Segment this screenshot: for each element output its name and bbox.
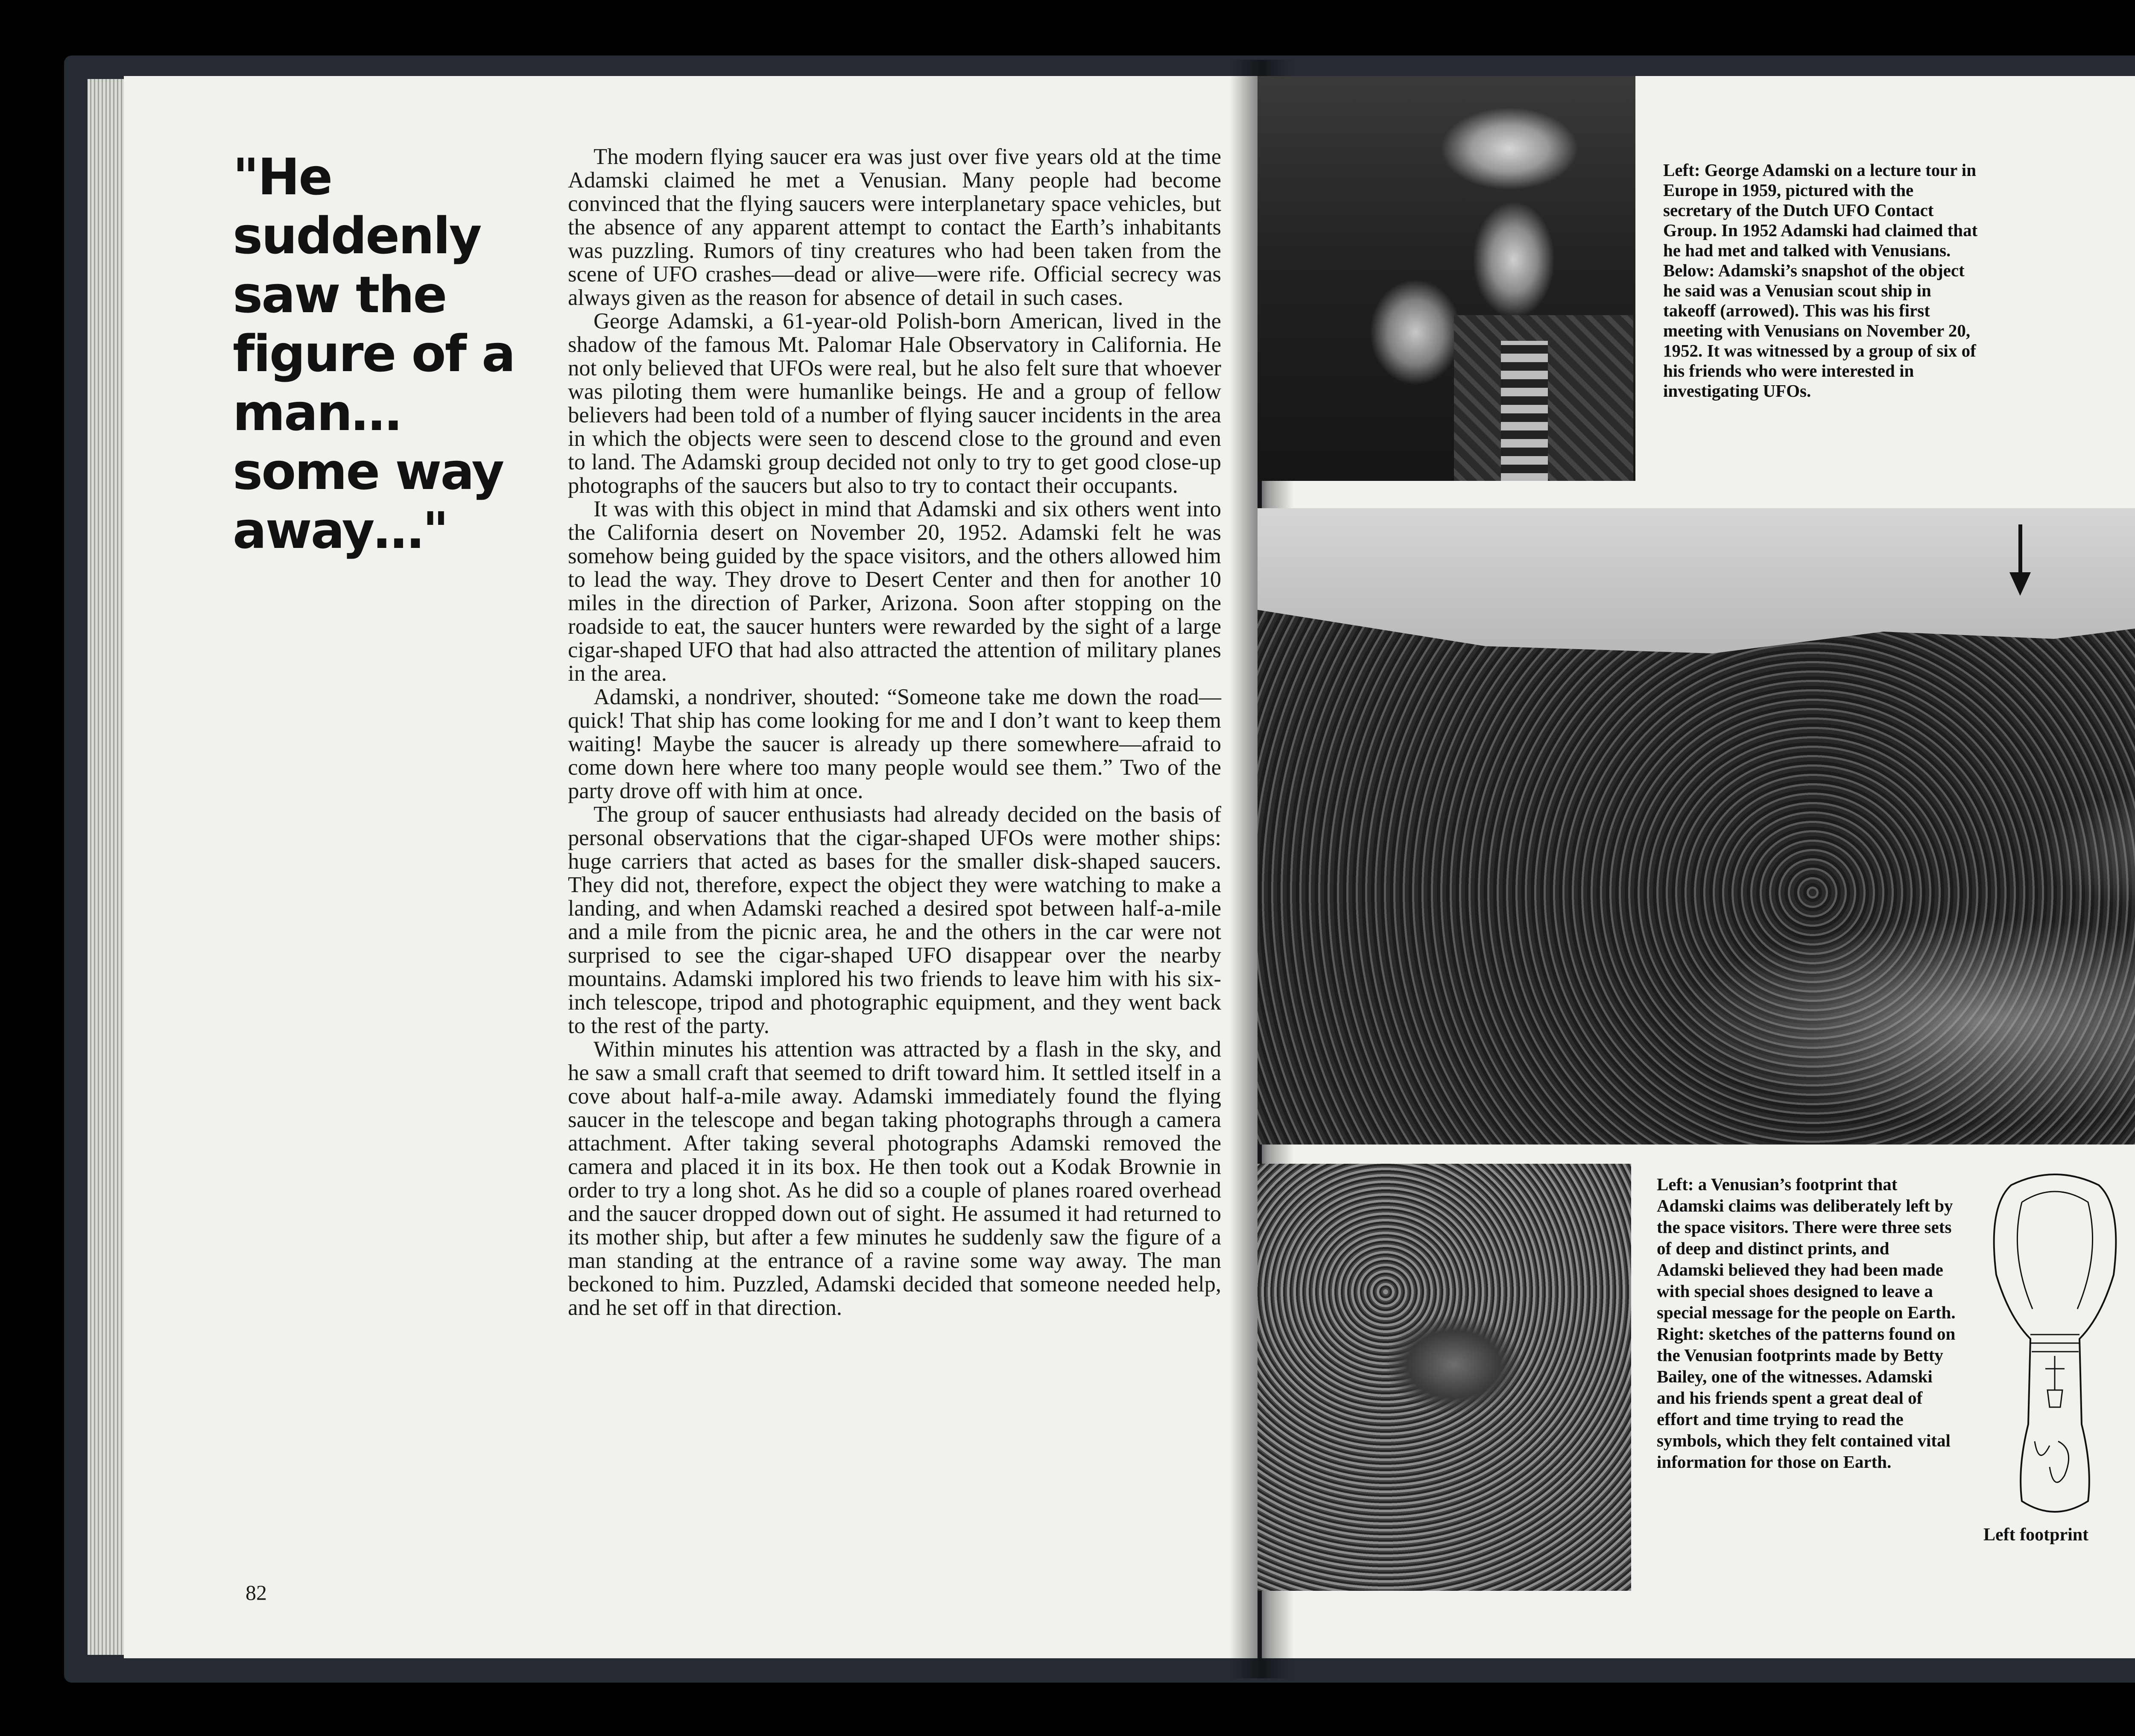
paragraph: The modern flying saucer era was just over five years old at the time Adamski claimed he met a Venusian. Many people had become convinced that the flying saucers were interplanetary space vehicles, but the absence of any apparent attempt to contact the Earth’s inhabitants was puzzling. Rumors of tiny creatures who had been taken from the scene of UFO crashes—dead or alive—were rife. Official secrecy was always given as the reason for absence of detail in such cases. [568, 144, 1221, 310]
caption-bottom: Left: a Venusian’s footprint that Adamski claims was deliberately left by the space visitors. There were three sets of deep and distinct prints, and Adamski believed they had been made with special shoes designed to leave a special message for the people on Earth. Right: sketches of the patterns found on the Venusian footprints made by Betty Bailey, one of the witnesses. Adamski and his friends spent a great deal of effort and time trying to read the symbols, which they felt contained vital information for those on Earth. [1657, 1174, 1956, 1472]
pull-quote: "He suddenly saw the figure of a man…some way away…" [233, 147, 515, 560]
page-number-left: 82 [246, 1581, 267, 1604]
arrow-down-icon [2018, 524, 2022, 576]
sky [1258, 508, 2135, 653]
caption-top: Left: George Adamski on a lecture tour in Europe in 1959, pictured with the secretary of the Dutch UFO Contact Group. In 1952 Adamski had claimed that he had met and talked with Venusians. Below: Adamski’s snapshot of the object he said was a Venusian scout ship in takeoff (arrowed). This was his first meeting with Venusians on November 20, 1952. It was witnessed by a group of six of his friends who were interested in investigating UFOs. [1663, 160, 1978, 401]
arrow-head-icon [2009, 572, 2031, 596]
left-footprint-label: Left footprint [1983, 1525, 2089, 1545]
footprint-photo [1258, 1164, 1631, 1591]
left-footprint-sketch [1986, 1168, 2124, 1518]
paragraph: George Adamski, a 61-year-old Polish-born American, lived in the shadow of the famous Mt. Palomar Hale Observatory in California. He not only believed that UFOs were real, but he also felt sure that whoever was piloting them were humanlike beings. He and a group of fellow believers had been told of a number of flying saucer incidents in the area in which the objects were seen to descend close to the ground and even to land. The Adamski group decided not only to try to get good close-up photographs of the saucers but also to try to contact their occupants. [568, 309, 1221, 498]
paragraph: Adamski, a nondriver, shouted: “Someone take me down the road—quick! That ship has come looking for me and I don’t want to keep them waiting! Maybe the saucer is already up there somewhere—afraid to come down here where too many people would see them.” Two of the party drove off with him at once. [568, 685, 1221, 803]
paragraph: The group of saucer enthusiasts had already decided on the basis of personal observations that the cigar-shaped UFOs were mother ships: huge carriers that acted as bases for the smaller disk-shaped saucers. They did not, therefore, expect the object they were watching to make a landing, and when Adamski reached a desired spot between half-a-mile and a mile from the picnic area, he and the others in the car were not surprised to see the cigar-shaped UFO disappear over the nearby mountains. Adamski implored his two friends to leave him with his six-inch telescope, tripod and photographic equipment, and they went back to the rest of the party. [568, 802, 1221, 1038]
scarf-texture [1501, 341, 1548, 481]
paragraph: Within minutes his attention was attracted by a flash in the sky, and he saw a small craft that seemed to drift toward him. It settled itself in a cove about half-a-mile away. Adamski immediately found the flying saucer in the telescope and began taking photographs through a camera attachment. After taking several photographs Adamski removed the camera and placed it in its box. He then took out a Kodak Brownie in order to try a long shot. As he did so a couple of planes roared overhead and the saucer dropped down out of sight. He assumed it had returned to its mother ship, but after a few minutes he suddenly saw the figure of a man standing at the entrance of a ravine some way away. The man beckoned to him. Puzzled, Adamski decided that someone needed help, and he set off in that direction. [568, 1037, 1221, 1320]
paragraph: It was with this object in mind that Adamski and six others went into the California desert on November 20, 1952. Adamski felt he was somehow being guided by the space visitors, and the others allowed him to lead the way. They drove to Desert Center and then for another 10 miles in the direction of Parker, Arizona. Soon after stopping on the roadside to eat, the saucer hunters were rewarded by the sight of a large cigar-shaped UFO that had also attracted the attention of military planes in the area. [568, 497, 1221, 686]
page-edges-left [88, 79, 126, 1655]
article-body [568, 145, 1221, 1320]
desert-scout-ship-photo [1258, 508, 2135, 1145]
adamski-portrait-photo [1258, 76, 1635, 481]
